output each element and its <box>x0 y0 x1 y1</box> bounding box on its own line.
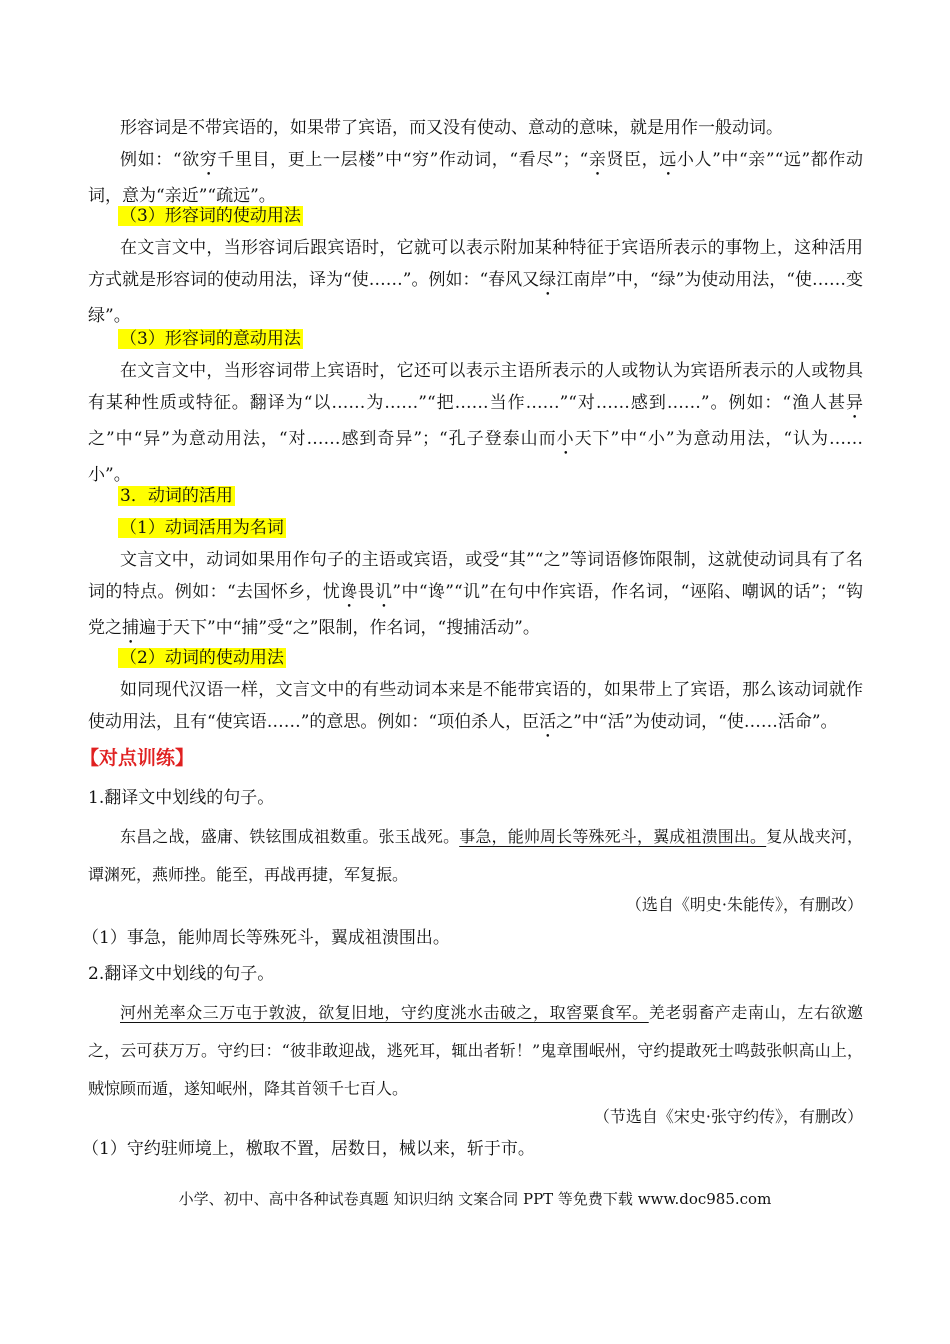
question-1 <box>88 782 863 814</box>
question-item: （1）事急，能帅周长等殊死斗，翼成祖溃围出。 <box>82 928 450 948</box>
q1-source <box>88 886 863 924</box>
dotted-char: 谗 <box>340 582 358 602</box>
page-footer: 小学、初中、高中各种试卷真题 知识归纳 文案合同 PPT 等免费下载 www.doc985.com <box>178 1190 772 1208</box>
q1-passage <box>88 818 863 894</box>
highlighted-heading: （1）动词活用为名词 <box>120 518 284 538</box>
text: 小人”中“亲”“远”都作动词，意为“亲近”“疏远”。 <box>88 150 863 206</box>
dotted-char: 活 <box>539 712 557 732</box>
para-adj-causative <box>88 232 863 332</box>
text: 在文言文中，当形容词后跟宾语时，它就可以表示附加某种特征于宾语所表示的事物上，这种活用方式就是形容词的使动用法，译为“使……”。例如：“春风又 <box>88 238 863 290</box>
q2-passage <box>88 994 863 1108</box>
dotted-char: 绿 <box>539 270 557 290</box>
text: 畏 <box>357 582 376 602</box>
question-text: 1.翻译文中划线的句子。 <box>88 788 275 808</box>
source-citation: （选自《明史·朱能传》，有删改） <box>625 895 863 914</box>
text: 遍于天下”中“捕”受“之”限制，作名词，“搜捕活动”。 <box>139 618 540 638</box>
text: 之”中“活”为使动词，“使……活命”。 <box>556 712 838 732</box>
underlined-sentence: 河州羌率众三万屯于敦波，欲复旧地，守约度洮水击破之，取窖粟食军。 <box>120 1003 649 1022</box>
highlighted-heading: （3）形容词的意动用法 <box>120 329 301 349</box>
highlighted-heading: （3）形容词的使动用法 <box>120 206 301 226</box>
dotted-char: 小 <box>556 429 575 449</box>
text: 如同现代汉语一样，文言文中的有些动词本来是不能带宾语的，如果带上了宾语，那么该动词就作使动用法，且有“使宾语……”的意思。例如：“项伯杀人，臣 <box>88 680 863 732</box>
para-verb-causative <box>88 674 863 742</box>
para-adj-general-verb <box>88 112 863 144</box>
highlighted-heading: 3．动词的活用 <box>120 486 233 506</box>
text: 羌老弱畜产走南山，左右欲邀之，云可获万万。守约曰：“彼非敢迎战，逃死耳，辄出者斩！”鬼章围岷州，守约提敢死士鸣鼓张帜高山上，贼惊顾而遁，遂知岷州，降其首领千七百人。 <box>88 1003 863 1098</box>
heading-verb-as-noun <box>88 512 893 544</box>
dotted-char: 穷 <box>199 150 218 170</box>
text: 东昌之战，盛庸、铁铉围成祖数重。张玉战死。 <box>120 827 460 846</box>
text: 天下”中“小”为意动用法，“认为……小”。 <box>88 429 863 485</box>
text: 在文言文中，当形容词带上宾语时，它还可以表示主语所表示的人或物认为宾语所表示的人或物具有某种性质或特征。翻译为“以……为……”“把……当作……”“对……感到……”。例如：“渔人甚 <box>88 361 863 413</box>
text: 千里目，更上一层楼”中“穷”作动词，“看尽”；“ <box>217 150 589 170</box>
q1-item <box>82 922 857 954</box>
highlighted-heading: （2）动词的使动用法 <box>120 648 284 668</box>
dotted-char: 亲 <box>588 150 607 170</box>
heading-adj-putative <box>88 323 893 355</box>
section-title: 【对点训练】 <box>80 747 195 769</box>
source-citation: （节选自《宋史·张守约传》，有删改） <box>593 1107 863 1126</box>
para-adj-putative <box>88 355 863 491</box>
dotted-char: 捕 <box>122 618 139 638</box>
question-2 <box>88 958 863 990</box>
text: 贤臣， <box>606 150 660 170</box>
dotted-char: 异 <box>846 393 863 413</box>
heading-adj-causative <box>88 200 893 232</box>
question-item: （1）守约驻师境上，檄取不置，居数日，械以来，斩于市。 <box>82 1139 535 1159</box>
text: 之”中“异”为意动用法，“对……感到奇异”；“孔子登泰山而 <box>88 429 557 449</box>
training-title <box>80 742 855 775</box>
text: 江南岸”中，“绿”为使动用法，“使……变绿”。 <box>88 270 864 326</box>
heading-verb-causative <box>88 642 893 674</box>
dotted-char: 远 <box>659 150 677 170</box>
q2-source <box>88 1098 863 1136</box>
text: 形容词是不带宾语的，如果带了宾语，而又没有使动、意动的意味，就是用作一般动词。 <box>120 118 783 138</box>
underlined-sentence: 事急，能帅周长等殊死斗，翼成祖溃围出。 <box>459 827 767 846</box>
text: 文言文中，动词如果用作句子的主语或宾语，或受“其”“之”等词语修饰限制，这就使动词具有了名词的特点。例如：“去国怀乡，忧 <box>88 550 863 602</box>
dotted-char: 讥 <box>375 582 393 602</box>
heading-verb-usage <box>88 480 893 512</box>
question-text: 2.翻译文中划线的句子。 <box>88 964 275 984</box>
q2-item <box>82 1133 857 1165</box>
text: 复从战夹河，谭渊死，燕师挫。能至，再战再捷，军复振。 <box>88 827 863 884</box>
text: 例如：“欲 <box>120 150 200 170</box>
para-verb-as-noun <box>88 544 863 648</box>
text: ”中“谗”“讥”在句中作宾语，作名词，“诬陷、嘲讽的话”；“钩党之 <box>88 582 863 638</box>
